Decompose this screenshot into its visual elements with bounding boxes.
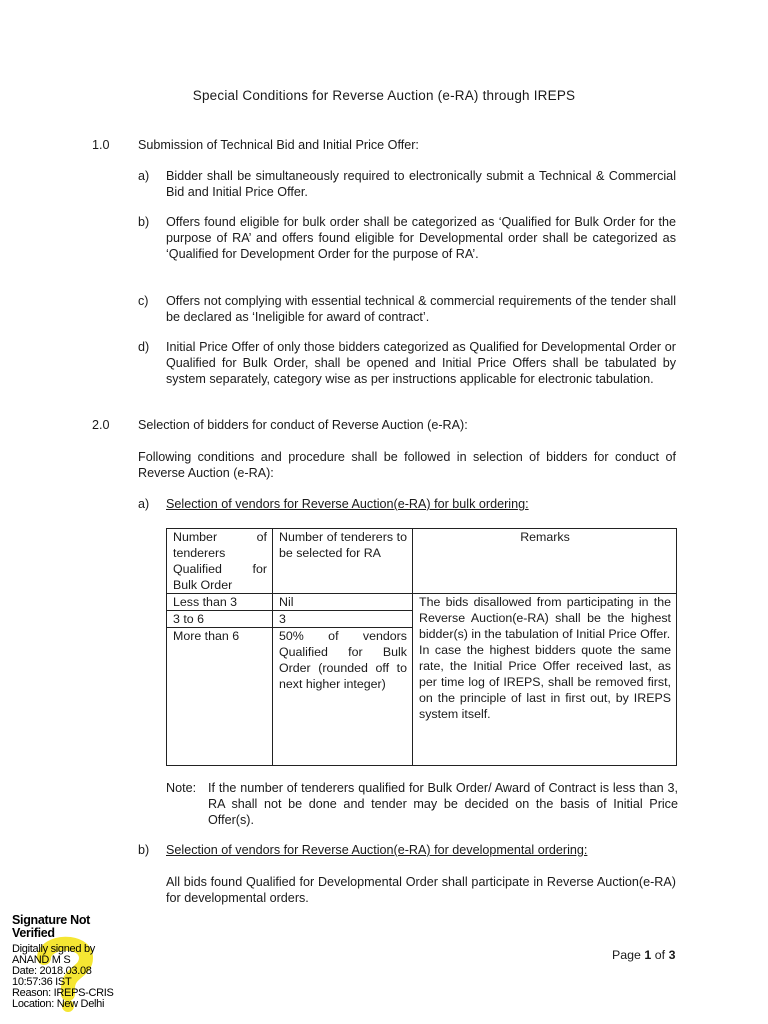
- header-remarks: Remarks: [413, 529, 677, 594]
- signature-line-3: Date: 2018.03.08: [12, 965, 92, 977]
- cell-remarks: [413, 594, 677, 766]
- signature-status-line-1: Signature Not: [12, 913, 91, 927]
- signature-line-5: Reason: IREPS-CRIS: [12, 987, 114, 999]
- item-label: b): [138, 215, 150, 229]
- section-1-title: Submission of Technical Bid and Initial Price Offer:: [138, 138, 419, 152]
- header-qualified: Number of tenderers Qualified for Bulk Order: [167, 529, 273, 594]
- rra-selection-table: [166, 528, 677, 766]
- item-label: d): [138, 340, 150, 354]
- page-number: [612, 948, 675, 962]
- section-1-item-d: [138, 339, 676, 387]
- section-2-item-a: [138, 496, 676, 512]
- page-total: 3: [668, 948, 676, 962]
- item-text: Offers not complying with essential technical & commercial requirements of the tender shall be declared as ‘Ineligible for award of contract’.: [166, 294, 676, 324]
- section-1-number: 1.0: [92, 138, 110, 152]
- item-text: Bidder shall be simultaneously required to electronically submit a Technical & Commercial Bid and Initial Price Offer.: [166, 169, 676, 199]
- item-text: Selection of vendors for Reverse Auction(e-RA) for bulk ordering:: [166, 497, 529, 511]
- item-label: a): [138, 497, 150, 511]
- section-2-intro: Following conditions and procedure shall be followed in selection of bidders for conduct of Reverse Auction (e-RA):: [138, 450, 676, 480]
- section-1-item-a: [138, 168, 676, 200]
- section-1-item-b: [138, 214, 676, 262]
- section-2-number: 2.0: [92, 418, 110, 432]
- signature-line-4: 10:57:36 IST: [12, 976, 72, 988]
- item-text: Offers found eligible for bulk order shall be categorized as ‘Qualified for Bulk Order for the purpose of RA’ and offers found eligible for Developmental order shall be categorized as ‘Qualified for Development Order for the purpose of RA’.: [166, 215, 676, 261]
- section-1-item-c: [138, 293, 676, 325]
- remarks-para-2: In case the highest bidders quote the same rate, the Initial Price Offer received last, as per time log of IREPS, shall be removed first, on the principle of last in first out, by IREPS system itself.: [419, 643, 671, 721]
- cell-qualified: Less than 3: [167, 594, 273, 611]
- item-label: a): [138, 169, 150, 183]
- cell-qualified: More than 6: [167, 628, 273, 766]
- signature-line-1: Digitally signed by: [12, 943, 95, 955]
- cell-selected: 3: [273, 611, 413, 628]
- signature-line-6: Location: New Delhi: [12, 998, 105, 1010]
- item-text: Initial Price Offer of only those bidders categorized as Qualified for Developmental Order or Qualified for Bulk Order, shall be opened and Initial Price Offers shall be tabulated by system separately, category wise as per instructions applicable for electronic tabulation.: [166, 340, 676, 386]
- section-2-item-b-para: All bids found Qualified for Developmental Order shall participate in Reverse Auction(e-RA) for developmental orders.: [166, 875, 676, 905]
- header-selected: Number of tenderers to be selected for RA: [273, 529, 413, 594]
- signature-text: [12, 914, 114, 1010]
- note-text: If the number of tenderers qualified for Bulk Order/ Award of Contract is less than 3, RA shall not be done and tender may be decided on the basis of Initial Price Offer(s).: [208, 781, 678, 827]
- item-label: c): [138, 294, 149, 308]
- cell-qualified: 3 to 6: [167, 611, 273, 628]
- signature-line-2: ANAND M S: [12, 954, 71, 966]
- document-title: Special Conditions for Reverse Auction (e-RA) through IREPS: [192, 88, 576, 103]
- page-of: of: [654, 948, 666, 962]
- cell-selected: Nil: [273, 594, 413, 611]
- page-prefix: Page: [612, 948, 641, 962]
- item-text: Selection of vendors for Reverse Auction(e-RA) for developmental ordering:: [166, 843, 588, 857]
- section-2-item-b: [138, 842, 676, 858]
- cell-selected: 50% of vendors Qualified for Bulk Order (rounded off to next higher integer): [273, 628, 413, 766]
- note-label: Note:: [166, 781, 197, 795]
- note: [166, 780, 678, 828]
- table-row: [167, 594, 677, 611]
- section-2-title: Selection of bidders for conduct of Reverse Auction (e-RA):: [138, 418, 468, 432]
- signature-status-line-2: Verified: [12, 926, 55, 940]
- item-label: b): [138, 843, 150, 857]
- digital-signature-block[interactable]: [12, 914, 152, 1014]
- page-current: 1: [644, 948, 652, 962]
- table-header-row: [167, 529, 677, 594]
- remarks-para-1: The bids disallowed from participating in the Reverse Auction(e-RA) shall be the highest bidder(s) in the tabulation of Initial Price Offer.: [419, 595, 671, 641]
